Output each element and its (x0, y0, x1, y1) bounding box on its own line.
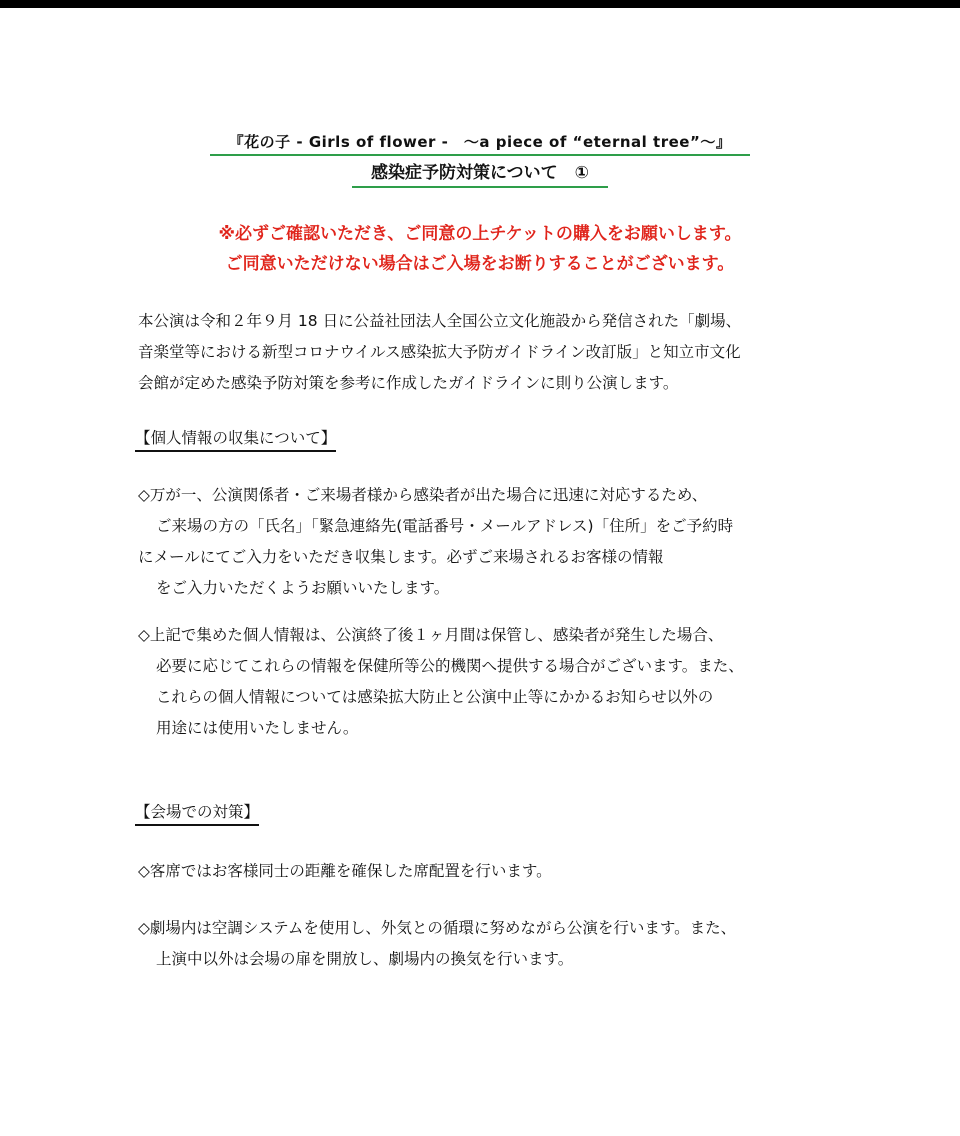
bullet-line: 必要に応じてこれらの情報を保健所等公的機関へ提供する場合がございます。また、 (156, 657, 744, 675)
bullet-line: ◇客席ではお客様同士の距離を確保した席配置を行います。 (138, 862, 552, 880)
document-title: 『花の子 - Girls of flower - ～a piece of “eternal tree”～』 (228, 133, 732, 151)
section-heading-venue-measures: 【会場での対策】 (135, 800, 259, 826)
bullet-line: ◇劇場内は空調システムを使用し、外気との循環に努めながら公演を行います。また、 (138, 919, 737, 937)
intro-line-3: 会館が定めた感染予防対策を参考に作成したガイドラインに則り公演します。 (138, 374, 679, 392)
warning-line-1: ※必ずご確認いただき、ご同意の上チケットの購入をお願いします。 (218, 224, 742, 244)
bullet-line: ◇上記で集めた個人情報は、公演終了後１ヶ月間は保管し、感染者が発生した場合、 (138, 626, 724, 644)
title-underline (210, 154, 750, 156)
bullet-line: これらの個人情報については感染拡大防止と公演中止等にかかるお知らせ以外の (156, 688, 714, 706)
bullet-personal-info-2 (138, 620, 744, 744)
bullet-line: ご来場の方の「氏名」「緊急連絡先(電話番号・メールアドレス)「住所」をご予約時 (156, 517, 734, 535)
bullet-line: ◇万が一、公演関係者・ご来場者様から感染者が出た場合に迅速に対応するため、 (138, 486, 708, 504)
intro-line-2: 音楽堂等における新型コロナウイルス感染拡大予防ガイドライン改訂版」と知立市文化 (138, 343, 741, 361)
document-subtitle: 感染症予防対策について ① (370, 163, 590, 183)
bullet-line: 用途には使用いたしません。 (156, 719, 359, 737)
section-heading-personal-info: 【個人情報の収集について】 (135, 426, 336, 452)
bullet-personal-info-1 (138, 480, 733, 604)
intro-line-1: 本公演は令和２年９月 18 日に公益社団法人全国公立文化施設から発信された「劇場、 (138, 312, 742, 330)
warning-notice (0, 219, 960, 279)
subtitle-underline (352, 186, 608, 188)
bullet-line: をご入力いただくようお願いいたします。 (156, 579, 450, 597)
bullet-line: にメールにてご入力をいただき収集します。必ずご来場されるお客様の情報 (138, 548, 664, 566)
bullet-venue-1 (138, 856, 552, 887)
intro-paragraph (138, 306, 838, 399)
bullet-venue-2 (138, 913, 736, 975)
bullet-line: 上演中以外は会場の扉を開放し、劇場内の換気を行います。 (156, 950, 574, 968)
warning-line-2: ご同意いただけない場合はご入場をお断りすることがございます。 (225, 254, 735, 274)
